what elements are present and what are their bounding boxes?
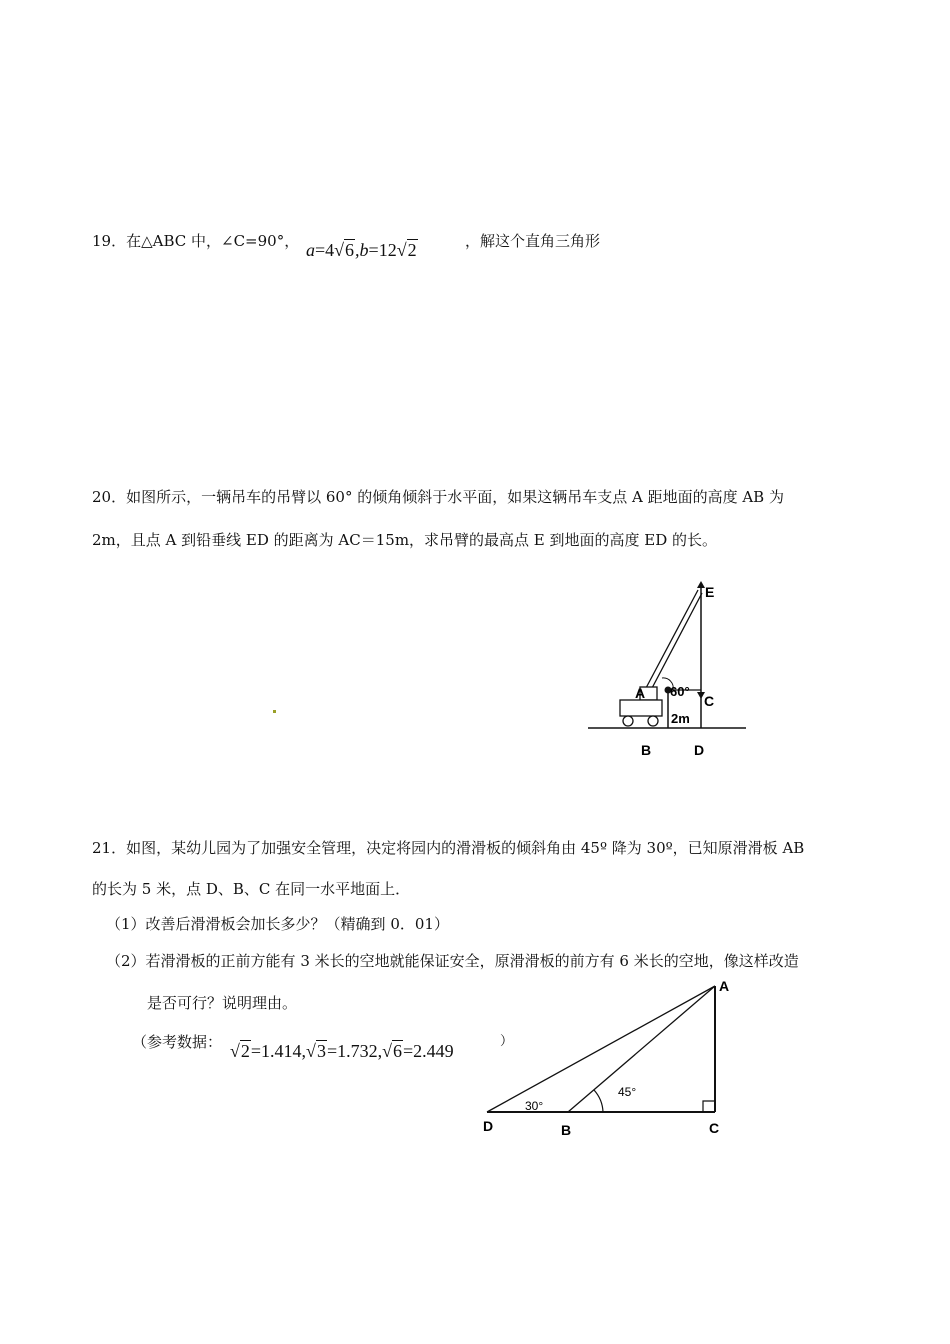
q21-radicand-3: 3 xyxy=(316,1041,326,1061)
q20-label-a: A xyxy=(635,685,646,701)
q19-b-coef: =12 xyxy=(368,240,397,260)
q20-label-d: D xyxy=(694,742,705,758)
q20-line-2: 2m，且点 A 到铅垂线 ED 的距离为 AC＝15m，求吊臂的最高点 E 到地面的高度 ED 的长。 xyxy=(92,531,718,549)
q21-slide-figure xyxy=(475,978,735,1138)
q21-part-2-line-2: 是否可行？说明理由。 xyxy=(147,994,298,1012)
q19-a-sqrt-icon: √ xyxy=(334,240,345,260)
q20-label-2m: 2m xyxy=(671,711,690,726)
q21-reference-data xyxy=(132,1032,222,1052)
q21-label-c: C xyxy=(709,1120,720,1136)
q19-prefix: 19．在△ABC 中，∠C=90°， xyxy=(92,232,300,250)
q19-formula xyxy=(306,240,418,261)
q21-sqrt2-icon: √ xyxy=(230,1041,240,1061)
stray-dot xyxy=(273,710,276,713)
q21-sqrt3-icon: √ xyxy=(306,1041,316,1061)
q21-sqrt6-icon: √ xyxy=(382,1041,392,1061)
q21-label-45: 45° xyxy=(618,1085,637,1099)
q20-label-e: E xyxy=(705,584,715,600)
q19-a-symbol: a xyxy=(306,240,315,260)
q21-reference-close: ） xyxy=(500,1034,514,1049)
q21-reference-values xyxy=(230,1041,454,1062)
q21-radicand-2: 2 xyxy=(240,1041,250,1061)
q21-value-3: =1.732, xyxy=(326,1041,383,1061)
q19-b-symbol: ,b xyxy=(355,240,369,260)
q21-label-d: D xyxy=(483,1118,494,1134)
q20-label-b: B xyxy=(641,742,652,758)
q21-value-2: =1.414, xyxy=(250,1041,307,1061)
q21-value-6: =2.449 xyxy=(402,1041,454,1061)
q19-a-radicand: 6 xyxy=(345,240,355,260)
q21-line-1: 21．如图，某幼儿园为了加强安全管理，决定将园内的滑滑板的倾斜角由 45º 降为 30º，已知原滑滑板 AB xyxy=(92,839,805,857)
q19-suffix: ，解这个直角三角形 xyxy=(465,232,601,250)
q20-crane-figure xyxy=(580,580,760,770)
q19-b-radicand: 2 xyxy=(407,240,417,260)
q21-reference-label: （参考数据： xyxy=(132,1033,223,1051)
q19-line xyxy=(92,231,299,251)
q21-radicand-6: 6 xyxy=(392,1041,402,1061)
q19-a-coef: =4 xyxy=(315,240,335,260)
q21-label-b: B xyxy=(561,1122,572,1138)
q19-b-sqrt-icon: √ xyxy=(396,240,407,260)
q20-label-angle: 60° xyxy=(670,684,690,699)
q21-line-2: 的长为 5 米，点 D、B、C 在同一水平地面上． xyxy=(92,880,411,898)
q21-part-2-line-1: （2）若滑滑板的正前方能有 3 米长的空地就能保证安全，原滑滑板的前方有 6 米长的空地，像这样改造 xyxy=(106,952,799,970)
q21-part-1: （1）改善后滑滑板会加长多少？（精确到 0．01） xyxy=(106,915,449,933)
q20-label-c: C xyxy=(704,693,715,709)
q19-suffix-line xyxy=(465,231,600,251)
q20-line-1: 20．如图所示，一辆吊车的吊臂以 60° 的倾角倾斜于水平面，如果这辆吊车支点 A 距地面的高度 AB 为 xyxy=(92,488,784,506)
q21-label-30: 30° xyxy=(525,1099,544,1113)
q21-label-a: A xyxy=(719,978,730,994)
